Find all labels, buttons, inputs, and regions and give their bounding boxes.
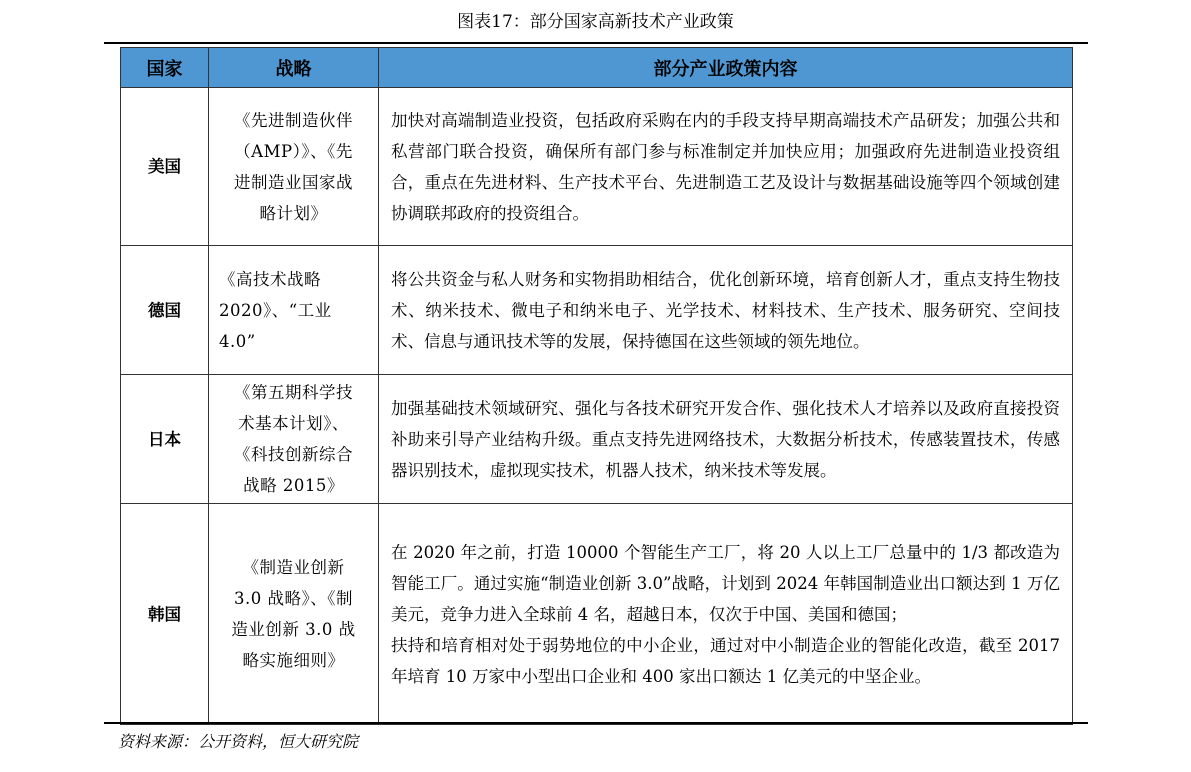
country-cell: 韩国 <box>121 504 209 725</box>
strategy-line: 4.0” <box>219 331 256 351</box>
strategy-line: 进制造业国家战 <box>234 172 353 192</box>
policy-cell <box>379 375 1073 504</box>
strategy-line: 造业创新 3.0 战 <box>231 620 356 639</box>
policy-paragraph: 加快对高端制造业投资，包括政府采购在内的手段支持早期高端技术产品研发；加强公共和私营部门联合投资，确保所有部门参与标准制定并加快应用；加强政府先进制造业投资组合，重点在先进材料、生产技术平台、先进制造工艺及设计与数据基础设施等四个领域创建协调联邦政府的投资组合。 <box>391 110 1060 223</box>
table-row <box>121 504 1073 725</box>
strategy-line: 《第五期科学技 <box>234 383 353 402</box>
country-cell: 美国 <box>121 88 209 246</box>
strategy-line: 术基本计划》、 <box>238 414 349 433</box>
header-country: 国家 <box>121 48 209 88</box>
strategy-line: （AMP）》、《先 <box>234 141 353 161</box>
top-rule <box>104 42 1088 44</box>
country-cell: 德国 <box>121 246 209 375</box>
strategy-line: 《制造业创新 <box>242 558 345 577</box>
policy-table <box>120 47 1073 725</box>
policy-paragraph: 将公共资金与私人财务和实物捐助相结合，优化创新环境，培育创新人才，重点支持生物技术、纳米技术、微电子和纳米电子、光学技术、材料技术、生产技术、服务研究、空间技术、信息与通讯技术等的发展，保持德国在这些领域的领先地位。 <box>391 269 1060 351</box>
strategy-cell <box>209 504 379 725</box>
header-strategy: 战略 <box>209 48 379 88</box>
policy-cell <box>379 504 1073 725</box>
strategy-cell <box>209 375 379 504</box>
figure-title: 图表17：部分国家高新技术产业政策 <box>457 12 734 32</box>
table-row <box>121 88 1073 246</box>
strategy-cell <box>209 88 379 246</box>
strategy-line: 2020》、“工业 <box>219 300 332 320</box>
strategy-line: 略计划》 <box>259 203 328 223</box>
strategy-line: 3.0 战略》、《制 <box>234 589 353 608</box>
source-note: 资料来源：公开资料，恒大研究院 <box>118 732 359 751</box>
header-policy: 部分产业政策内容 <box>379 48 1073 88</box>
policy-paragraph: 在 2020 年之前，打造 10000 个智能生产工厂，将 20 人以上工厂总量中的 1/3 都改造为智能工厂。通过实施“制造业创新 3.0”战略，计划到 2024 年韩国制造业出口额达到 1 万亿美元，竞争力进入全球前 4 名，超越日本，仅次于中国、美国和德国； <box>391 542 1060 624</box>
table-row <box>121 375 1073 504</box>
table-header-row <box>121 48 1073 88</box>
policy-paragraph: 加强基础技术领域研究、强化与各技术研究开发合作、强化技术人才培养以及政府直接投资补助来引导产业结构升级。重点支持先进网络技术，大数据分析技术，传感装置技术，传感器识别技术，虚拟现实技术，机器人技术，纳米技术等发展。 <box>391 398 1060 480</box>
strategy-line: 略实施细则》 <box>242 651 345 670</box>
bottom-rule <box>104 722 1088 724</box>
table-row <box>121 246 1073 375</box>
strategy-line: 《科技创新综合 <box>234 445 353 464</box>
policy-paragraph: 扶持和培育相对处于弱势地位的中小企业，通过对中小制造企业的智能化改造，截至 2017 年培育 10 万家中小型出口企业和 400 家出口额达 1 亿美元的中坚企业。 <box>391 635 1060 686</box>
strategy-line: 战略 2015》 <box>243 476 344 495</box>
country-cell: 日本 <box>121 375 209 504</box>
policy-cell <box>379 88 1073 246</box>
strategy-cell <box>209 246 379 375</box>
strategy-line: 《高技术战略 <box>219 269 321 289</box>
strategy-line: 《先进制造伙伴 <box>234 110 353 130</box>
policy-cell <box>379 246 1073 375</box>
